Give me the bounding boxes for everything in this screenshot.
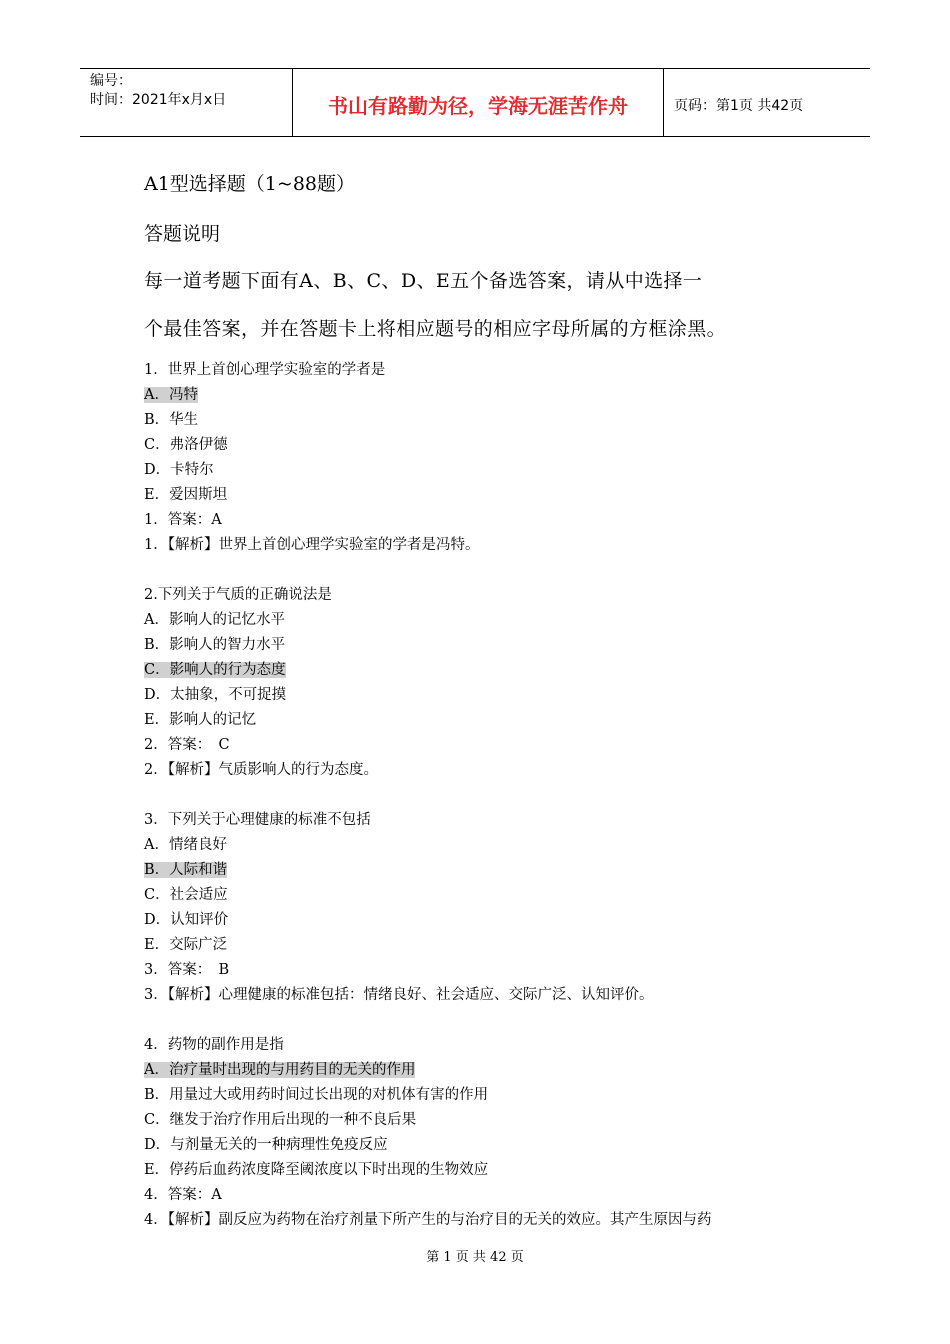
question-stem: 1．世界上首创心理学实验室的学者是	[144, 362, 386, 378]
page-footer: 第 1 页 共 42 页	[426, 1250, 524, 1265]
option-d: D．认知评价	[144, 912, 229, 928]
option-e: E．影响人的记忆	[144, 712, 257, 728]
page-header	[80, 68, 870, 137]
option-e: E．爱因斯坦	[144, 487, 228, 503]
question-stem: 3．下列关于心理健康的标准不包括	[144, 812, 371, 828]
option-b: B．用量过大或用药时间过长出现的对机体有害的作用	[144, 1087, 489, 1103]
option-e: E．交际广泛	[144, 937, 228, 953]
answer-line: 1．答案：A	[144, 512, 222, 528]
question-2	[144, 583, 824, 783]
number-label: 编号：	[90, 73, 132, 89]
option-d: D．太抽象，不可捉摸	[144, 687, 287, 703]
intro-line: 个最佳答案，并在答题卡上将相应题号的相应字母所属的方框涂黑。	[144, 318, 727, 340]
section-title: A1型选择题（1~88题）	[144, 173, 355, 195]
option-c	[144, 658, 824, 683]
correct-option-highlight: B．人际和谐	[144, 862, 228, 878]
header-meta	[80, 69, 293, 136]
question-stem: 2.下列关于气质的正确说法是	[144, 587, 332, 603]
question-3	[144, 808, 824, 1008]
analysis-line: 4．【解析】副反应为药物在治疗剂量下所产生的与治疗目的无关的效应。其产生原因与药	[144, 1212, 712, 1228]
intro-text	[144, 257, 824, 353]
option-b: B．影响人的智力水平	[144, 637, 286, 653]
correct-option-highlight: A．治疗量时出现的与用药目的无关的作用	[144, 1062, 416, 1078]
option-c: C．弗洛伊德	[144, 437, 228, 453]
option-d: D．与剂量无关的一种病理性免疫反应	[144, 1137, 388, 1153]
option-a	[144, 1058, 824, 1083]
correct-option-highlight: C．影响人的行为态度	[144, 662, 286, 678]
option-d: D．卡特尔	[144, 462, 214, 478]
option-c: C．社会适应	[144, 887, 228, 903]
question-stem: 4．药物的副作用是指	[144, 1037, 284, 1053]
answer-line: 3．答案： B	[144, 962, 230, 978]
correct-option-highlight: A．冯特	[144, 387, 198, 403]
option-c: C．继发于治疗作用后出现的一种不良后果	[144, 1112, 417, 1128]
question-4	[144, 1033, 824, 1233]
answer-line: 4．答案：A	[144, 1187, 222, 1203]
question-list	[144, 358, 824, 1233]
option-e: E．停药后血药浓度降至阈浓度以下时出现的生物效应	[144, 1162, 489, 1178]
question-1	[144, 358, 824, 558]
option-b	[144, 858, 824, 883]
date-label: 时间：2021年x月x日	[90, 92, 227, 108]
analysis-line: 2．【解析】气质影响人的行为态度。	[144, 762, 378, 778]
option-b: B．华生	[144, 412, 199, 428]
document-body	[144, 168, 824, 1233]
header-motto: 书山有路勤为径，学海无涯苦作舟	[293, 69, 664, 136]
analysis-line: 3．【解析】心理健康的标准包括：情绪良好、社会适应、交际广泛、认知评价。	[144, 987, 654, 1003]
answer-line: 2．答案： C	[144, 737, 230, 753]
option-a	[144, 383, 824, 408]
option-a: A．影响人的记忆水平	[144, 612, 285, 628]
analysis-line: 1．【解析】世界上首创心理学实验室的学者是冯特。	[144, 537, 480, 553]
intro-title: 答题说明	[144, 223, 221, 245]
option-a: A．情绪良好	[144, 837, 227, 853]
intro-line: 每一道考题下面有A、B、C、D、E五个备选答案，请从中选择一	[144, 270, 703, 292]
header-page-info: 页码：第1页 共42页	[674, 97, 804, 114]
